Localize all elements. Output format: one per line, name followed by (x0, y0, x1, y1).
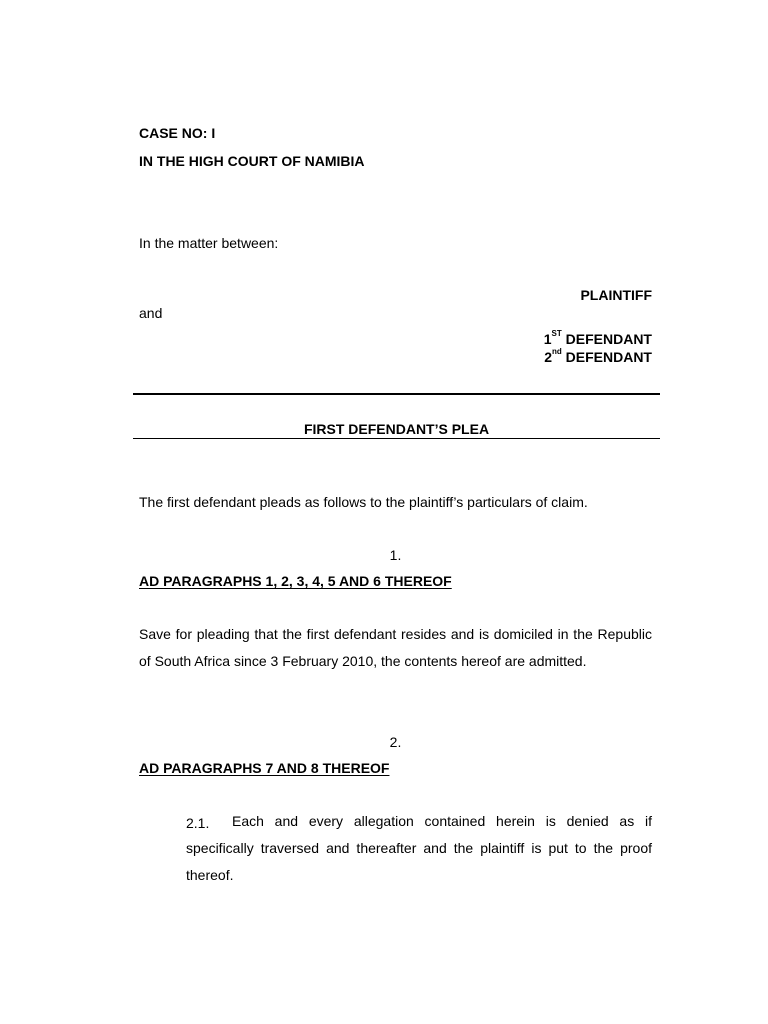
subsection-number: 2.1. (186, 815, 210, 831)
section-body: Save for pleading that the first defendant resides and is domiciled in the Republic of South Africa since 3 February 2010, the contents hereof are admitted. (139, 626, 652, 669)
plaintiff-label: PLAINTIFF (580, 287, 652, 303)
section-heading: AD PARAGRAPHS 7 AND 8 THEREOF (139, 760, 390, 776)
matter-intro: In the matter between: (139, 235, 279, 251)
plea-title: FIRST DEFENDANT’S PLEA (303, 421, 490, 437)
section-heading: AD PARAGRAPHS 1, 2, 3, 4, 5 AND 6 THEREOF (139, 573, 452, 589)
section-number: 1. (389, 547, 402, 563)
case-number: CASE NO: I (139, 125, 216, 141)
subsection-body: Each and every allegation contained herein is denied as if specifically traversed and thereafter and the plaintiff is put to the proof thereof. (186, 813, 652, 883)
court-name: IN THE HIGH COURT OF NAMIBIA (139, 153, 365, 169)
bottom-divider (133, 438, 660, 439)
section-number: 2. (389, 734, 402, 750)
and-label: and (139, 305, 163, 321)
second-defendant-label: 2nd DEFENDANT (544, 347, 652, 365)
intro-paragraph: The first defendant pleads as follows to the plaintiff’s particulars of claim. (139, 494, 588, 510)
top-divider (133, 393, 660, 395)
first-defendant-label: 1ST DEFENDANT (543, 329, 652, 347)
